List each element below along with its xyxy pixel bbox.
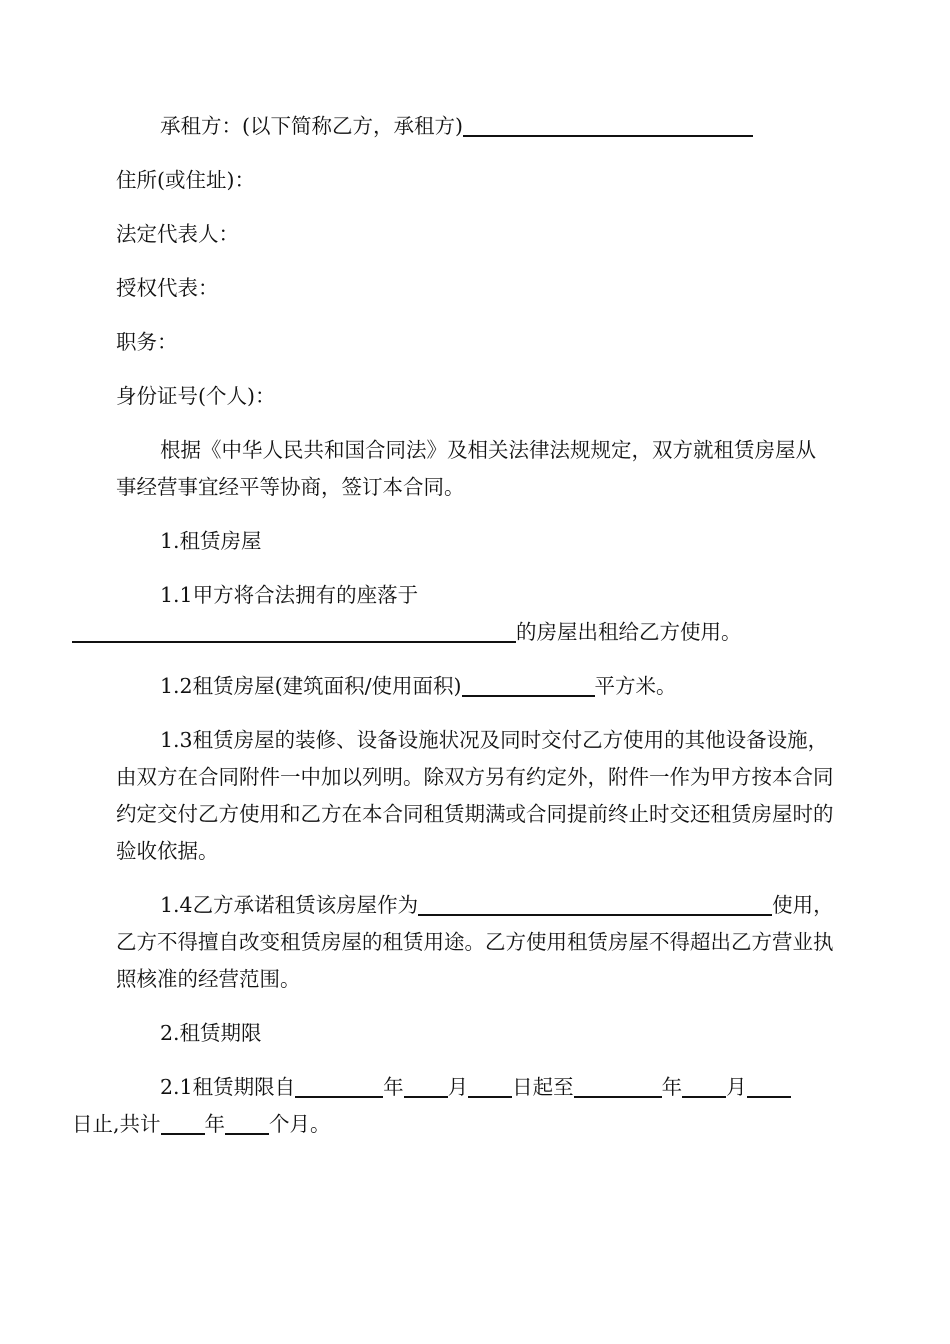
position-line: 职务： [116, 330, 178, 354]
clause-1-3: 1.3租赁房屋的装修、设备设施状况及同时交付乙方使用的其他设备设施，由双方在合同附件一中加以列明。除双方另有约定外，附件一作为甲方按本合同约定交付乙方使用和乙方在本合同租赁期满或合同提前终止时交还租赁房屋时的验收依据。 [116, 728, 834, 863]
clause-1-2-text-b: 平方米。 [594, 674, 677, 698]
clause-1-4-text-a: 1.4乙方承诺租赁该房屋作为 [160, 893, 419, 917]
total-months-blank[interactable] [225, 1111, 269, 1135]
id-number-line: 身份证号(个人)： [116, 384, 276, 408]
year-label-2: 年 [661, 1075, 683, 1099]
section-2-title: 2.租赁期限 [160, 1021, 262, 1045]
day-to-label: 日止,共计 [72, 1112, 161, 1136]
clause-1-2 [116, 668, 834, 705]
clause-1-1 [116, 577, 834, 651]
start-month-blank[interactable] [404, 1074, 448, 1098]
authorized-rep-line: 授权代表： [116, 276, 219, 300]
end-day-blank[interactable] [747, 1074, 791, 1098]
lessee-label: 承租方：(以下简称乙方，承租方) [160, 114, 463, 138]
month-label: 月 [447, 1075, 469, 1099]
total-years-blank[interactable] [161, 1111, 205, 1135]
clause-1-4-text-b: 使用，乙方不得擅自改变租赁房屋的租赁用途。乙方使用租赁房屋不得超出乙方营业执照核准的经营范围。 [116, 893, 834, 991]
legal-rep-line: 法定代表人： [116, 222, 239, 246]
clause-2-1-text-a: 2.1租赁期限自 [160, 1075, 296, 1099]
month-label-2: 月 [726, 1075, 747, 1099]
clause-1-2-text-a: 1.2租赁房屋(建筑面积/使用面积) [160, 674, 462, 698]
year-label: 年 [383, 1075, 404, 1099]
end-year-blank[interactable] [574, 1074, 662, 1098]
area-blank[interactable] [462, 673, 595, 697]
year-label-3: 年 [204, 1112, 226, 1136]
day-from-label: 日起至 [512, 1075, 574, 1099]
clause-1-1-text-b: 的房屋出租给乙方使用。 [516, 620, 742, 644]
address-line: 住所(或住址)： [116, 168, 255, 192]
usage-blank[interactable] [418, 892, 772, 916]
intro-paragraph: 根据《中华人民共和国合同法》及相关法律法规规定，双方就租赁房屋从事经营事宜经平等协商，签订本合同。 [116, 438, 816, 499]
lessee-line [116, 108, 834, 145]
start-year-blank[interactable] [295, 1074, 383, 1098]
section-1-title: 1.租赁房屋 [160, 529, 262, 553]
clause-2-1 [72, 1069, 834, 1143]
lessee-name-blank[interactable] [463, 113, 753, 137]
clause-1-4 [116, 887, 834, 998]
month-count-label: 个月。 [269, 1112, 331, 1136]
start-day-blank[interactable] [468, 1074, 512, 1098]
property-location-blank[interactable] [72, 619, 516, 643]
clause-1-1-text-a: 1.1甲方将合法拥有的座落于 [160, 583, 419, 607]
end-month-blank[interactable] [682, 1074, 726, 1098]
contract-page [72, 108, 834, 1160]
